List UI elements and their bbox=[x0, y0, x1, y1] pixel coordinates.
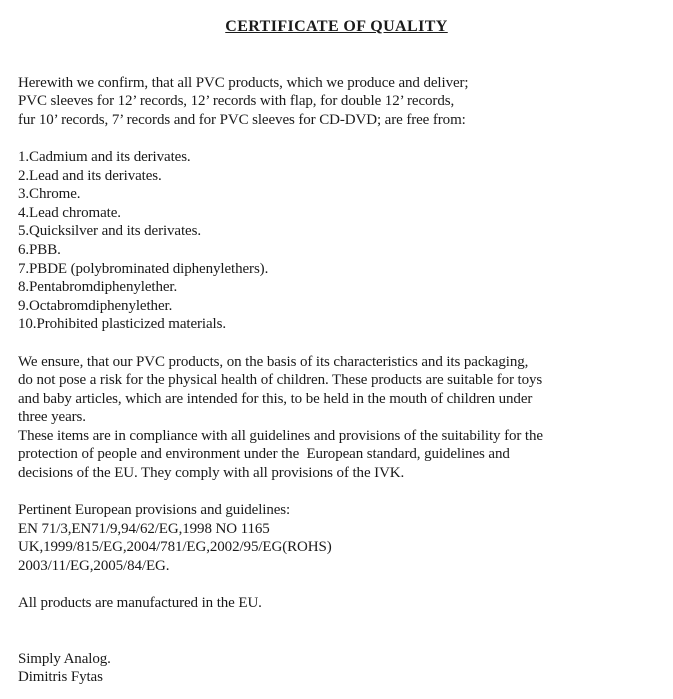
assurance-line: three years. bbox=[18, 409, 86, 426]
assurance-line: do not pose a risk for the physical health of children. These products are suitable for toys bbox=[18, 372, 543, 389]
signature-name: Dimitris Fytas bbox=[18, 669, 103, 686]
provisions-line: EN 71/3,EN71/9,94/62/EG,1998 NO 1165 bbox=[18, 520, 270, 537]
provisions-line: 2003/11/EG,2005/84/EG. bbox=[18, 558, 170, 575]
intro-paragraph bbox=[18, 74, 665, 130]
list-item: 7.PBDE (polybrominated diphenylethers). bbox=[18, 260, 269, 277]
list-item: 1.Cadmium and its derivates. bbox=[18, 148, 191, 165]
signature-company: Simply Analog. bbox=[18, 650, 111, 667]
list-item: 8.Pentabromdiphenylether. bbox=[18, 279, 178, 296]
list-item: 3.Chrome. bbox=[18, 186, 81, 203]
assurance-line: These items are in compliance with all guidelines and provisions of the suitability for the bbox=[18, 427, 543, 444]
intro-line: fur 10’ records, 7’ records and for PVC sleeves for CD-DVD; are free from: bbox=[18, 111, 466, 128]
assurance-line: We ensure, that our PVC products, on the basis of its characteristics and its packaging, bbox=[18, 353, 529, 370]
restricted-substances-list bbox=[18, 148, 665, 334]
assurance-line: protection of people and environment under the European standard, guidelines and bbox=[18, 446, 510, 463]
provisions-block bbox=[18, 501, 665, 575]
manufactured-line: All products are manufactured in the EU. bbox=[18, 595, 262, 612]
certificate-title: CERTIFICATE OF QUALITY bbox=[225, 18, 448, 35]
intro-line: Herewith we confirm, that all PVC products, which we produce and deliver; bbox=[18, 74, 469, 91]
assurance-line: and baby articles, which are intended for this, to be held in the mouth of children under bbox=[18, 390, 533, 407]
provisions-line: UK,1999/815/EG,2004/781/EG,2002/95/EG(ROHS) bbox=[18, 539, 332, 556]
list-item: 4.Lead chromate. bbox=[18, 204, 121, 221]
assurance-line: decisions of the EU. They comply with all provisions of the IVK. bbox=[18, 465, 405, 482]
signature-block bbox=[18, 650, 665, 687]
manufactured-note bbox=[18, 594, 665, 613]
list-item: 5.Quicksilver and its derivates. bbox=[18, 223, 202, 240]
list-item: 10.Prohibited plasticized materials. bbox=[18, 316, 227, 333]
intro-line: PVC sleeves for 12’ records, 12’ records with flap, for double 12’ records, bbox=[18, 93, 455, 110]
list-item: 9.Octabromdiphenylether. bbox=[18, 297, 173, 314]
list-item: 2.Lead and its derivates. bbox=[18, 167, 162, 184]
provisions-heading: Pertinent European provisions and guidelines: bbox=[18, 502, 291, 519]
list-item: 6.PBB. bbox=[18, 241, 61, 258]
assurance-paragraph bbox=[18, 353, 665, 483]
